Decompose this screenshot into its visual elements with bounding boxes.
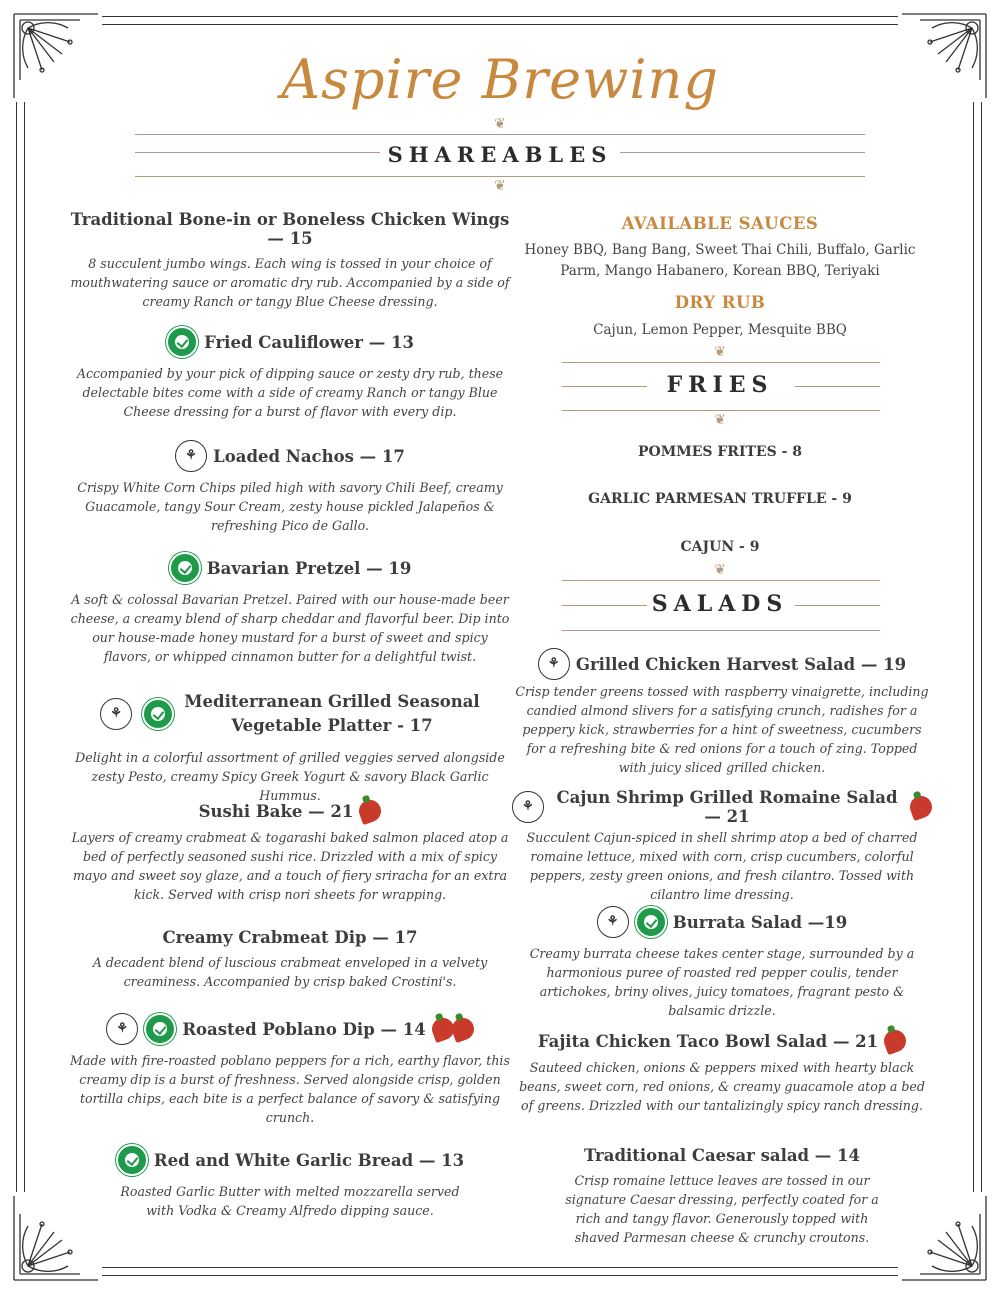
- section-heading-fries: FRIES: [666, 372, 774, 398]
- gluten-free-icon: [512, 791, 544, 823]
- divider: [562, 630, 880, 631]
- flourish-icon: ❦: [714, 562, 726, 578]
- vegetarian-icon: [169, 552, 201, 584]
- vegetarian-icon: [144, 1013, 176, 1045]
- flourish-icon: ❦: [714, 344, 726, 360]
- menu-item: [70, 800, 510, 904]
- item-description: Delight in a colorful assortment of grilled veggies served alongside zesty Pesto, creamy Spicy Greek Yogurt & savory Black Garlic Hummus.: [75, 750, 505, 803]
- gluten-free-icon: [597, 906, 629, 938]
- item-description: Layers of creamy crabmeat & togarashi baked salmon placed atop a bed of perfectly seasoned sushi rice. Drizzled with a mix of spicy mayo and sweet soy glaze, and a touch of fiery sriracha for an extra kick. Served with crisp nori sheets for wrapping.: [71, 830, 509, 902]
- item-description: Roasted Garlic Butter with melted mozzarella served with Vodka & Creamy Alfredo dipping sauce.: [120, 1184, 460, 1218]
- item-description: Crisp tender greens tossed with raspberry vinaigrette, including candied almond slivers for a satisfying crunch, radishes for a peppery kick, strawberries for a hint of sweetness, cucumbers for a refreshing bite & red onions for a touch of zing. Topped with juicy sliced grilled chicken.: [515, 684, 929, 775]
- vegetarian-icon: [635, 906, 667, 938]
- menu-item: [70, 552, 510, 666]
- item-description: 8 succulent jumbo wings. Each wing is tossed in your choice of mouthwatering sauce or aromatic dry rub. Accompanied by a side of creamy Ranch or tangy Blue Cheese dressing.: [70, 256, 510, 309]
- gluten-free-icon: [106, 1013, 138, 1045]
- dry-rub-heading: DRY RUB: [674, 293, 766, 312]
- spicy-pepper-icon: [449, 1015, 477, 1043]
- item-description: Crispy White Corn Chips piled high with savory Chili Beef, creamy Guacamole, tangy Sour Cream, zesty house pickled Jalapeños & refreshing Pico de Gallo.: [77, 480, 503, 533]
- item-name-line2: Vegetable Platter - 17: [231, 716, 433, 735]
- item-name: Grilled Chicken Harvest Salad — 19: [575, 654, 907, 674]
- menu-item: [70, 326, 510, 421]
- item-name: Sushi Bake — 21: [198, 801, 354, 821]
- sauces-list: Honey BBQ, Bang Bang, Sweet Thai Chili, Buffalo, Garlic Parm, Mango Habanero, Korean BBQ, Teriyaki: [524, 242, 916, 279]
- item-description: A soft & colossal Bavarian Pretzel. Paired with our house-made beer cheese, a creamy blend of sharp cheddar and flavorful beer. Dip into our house-made honey mustard for a burst of sweet and spicy flavors, or whipped cinnamon butter for a delightful twist.: [70, 592, 510, 664]
- menu-item: [512, 788, 932, 904]
- item-description: Made with fire-roasted poblano peppers for a rich, earthy flavor, this creamy dip is a burst of freshness. Served alongside crisp, golden tortilla chips, each bite is a perfect balance of savory & satisfying crunch.: [70, 1053, 510, 1125]
- item-name: Fajita Chicken Taco Bowl Salad — 21: [537, 1031, 879, 1051]
- item-name: Traditional Caesar salad — 14: [583, 1146, 861, 1165]
- item-description: Accompanied by your pick of dipping sauce or zesty dry rub, these delectable bites come with a side of creamy Ranch or tangy Blue Cheese dressing for a burst of flavor with every dip.: [76, 366, 504, 419]
- item-name: Bavarian Pretzel — 19: [206, 558, 412, 578]
- divider: [135, 134, 865, 135]
- item-description: A decadent blend of luscious crabmeat enveloped in a velvety creaminess. Accompanied by crisp baked Crostini's.: [92, 955, 488, 989]
- menu-item: [70, 210, 510, 311]
- menu-item: [70, 690, 510, 805]
- item-name: Loaded Nachos — 17: [213, 446, 405, 466]
- flourish-icon: ❦: [714, 412, 726, 428]
- sauces-heading: AVAILABLE SAUCES: [621, 214, 819, 233]
- flourish-icon: ❦: [494, 178, 506, 194]
- item-description: Crisp romaine lettuce leaves are tossed in our signature Caesar dressing, perfectly coated for a rich and tangy flavor. Generously topped with shaved Parmesan cheese & crunchy croutons.: [565, 1173, 879, 1245]
- divider: [562, 580, 880, 581]
- item-name: Cajun Shrimp Grilled Romaine Salad — 21: [556, 788, 898, 826]
- menu-item: [512, 1146, 932, 1247]
- menu-item: [512, 906, 932, 1020]
- menu-item: [512, 648, 932, 777]
- spicy-pepper-icon: [907, 793, 935, 821]
- item-name: Creamy Crabmeat Dip — 17: [162, 928, 418, 947]
- vegetarian-icon: [116, 1144, 148, 1176]
- spicy-pepper-icon: [356, 797, 384, 825]
- item-description: Sauteed chicken, onions & peppers mixed with hearty black beans, sweet corn, red onions, & creamy guacamole atop a bed of greens. Drizzled with our tantalizingly spicy ranch dressing.: [519, 1060, 925, 1113]
- divider: [562, 410, 880, 411]
- divider: [562, 362, 880, 363]
- gluten-free-icon: [100, 698, 132, 730]
- menu-item: [70, 1013, 510, 1127]
- item-name: Fried Cauliflower — 13: [204, 332, 414, 352]
- item-name: Traditional Bone-in or Boneless Chicken Wings — 15: [70, 210, 510, 248]
- menu-item: [70, 928, 510, 991]
- menu-item: [512, 1030, 932, 1115]
- fries-item: CAJUN - 9: [680, 539, 760, 555]
- menu-item: [70, 440, 510, 535]
- item-name: Burrata Salad —19: [672, 912, 848, 932]
- item-description: Creamy burrata cheese takes center stage, surrounded by a harmonious puree of roasted red pepper coulis, tender artichokes, briny olives, juicy tomatoes, fragrant pesto & balsamic drizzle.: [529, 946, 915, 1018]
- fries-item: GARLIC PARMESAN TRUFFLE - 9: [588, 491, 852, 507]
- vegetarian-icon: [166, 326, 198, 358]
- item-name: Mediterranean Grilled Seasonal: [184, 692, 480, 711]
- section-heading-salads: SALADS: [651, 591, 789, 617]
- item-name: Roasted Poblano Dip — 14: [182, 1019, 426, 1039]
- spicy-pepper-icon: [881, 1027, 909, 1055]
- flourish-icon: ❦: [494, 116, 506, 132]
- brand-logo: Aspire Brewing: [281, 48, 719, 111]
- vegetarian-icon: [142, 698, 174, 730]
- item-description: Succulent Cajun-spiced in shell shrimp atop a bed of charred romaine lettuce, mixed with corn, crisp cucumbers, colorful peppers, zesty green onions, and fresh cilantro. Tossed with cilantro lime dressing.: [526, 830, 918, 902]
- menu-item: [70, 1144, 510, 1220]
- fries-item: POMMES FRITES - 8: [638, 444, 802, 460]
- dry-rub-list: Cajun, Lemon Pepper, Mesquite BBQ: [593, 322, 847, 338]
- divider: [135, 176, 865, 177]
- gluten-free-icon: [538, 648, 570, 680]
- gluten-free-icon: [175, 440, 207, 472]
- item-name: Red and White Garlic Bread — 13: [153, 1150, 465, 1170]
- section-heading-shareables: SHAREABLES: [387, 142, 613, 167]
